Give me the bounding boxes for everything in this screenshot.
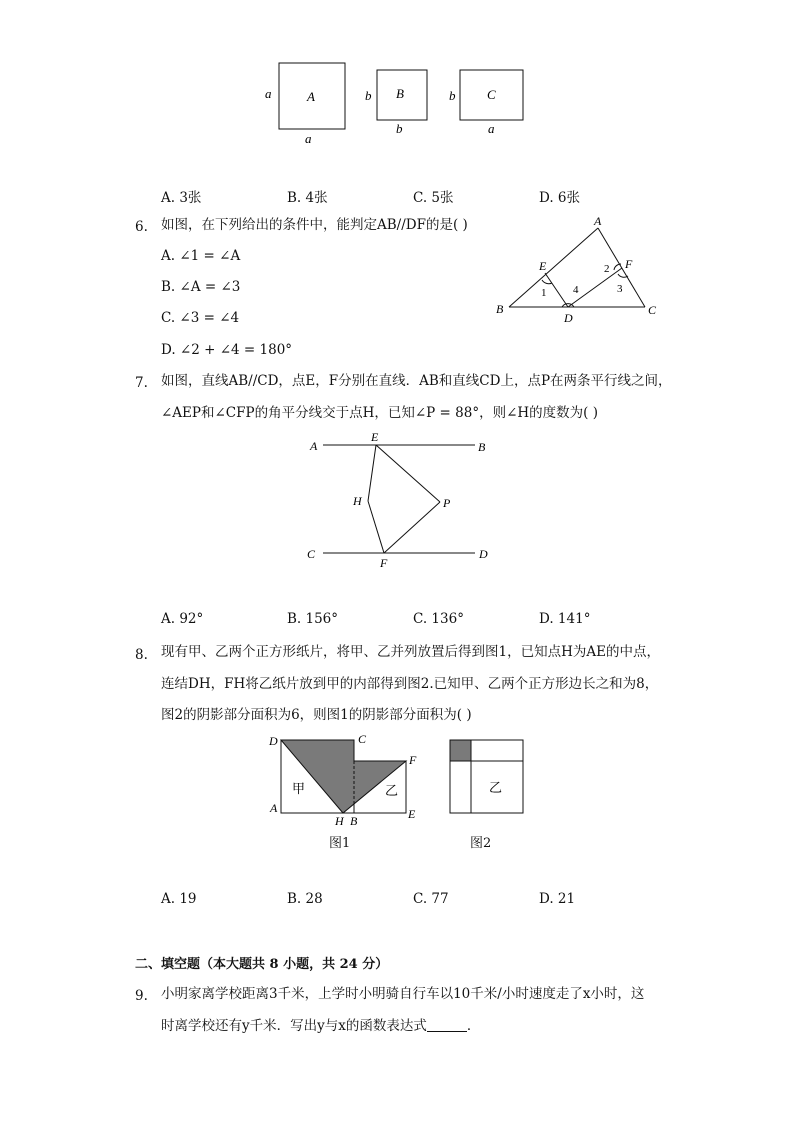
square-B-label: B bbox=[396, 86, 404, 101]
q6-option-a: A. ∠1 = ∠A bbox=[161, 248, 241, 264]
q5-option-b: B. 4张 bbox=[287, 190, 328, 206]
q6-angle-1: 1 bbox=[541, 287, 547, 299]
q8-option-d: D. 21 bbox=[539, 891, 576, 907]
q9-number: 9. bbox=[135, 988, 148, 1004]
q7-label-E: E bbox=[371, 430, 379, 444]
q7-option-d: D. 141° bbox=[539, 611, 591, 627]
q6-angle-3: 3 bbox=[617, 283, 623, 295]
q6-label-D: D bbox=[564, 311, 573, 325]
q8-figure-2 bbox=[446, 736, 528, 818]
q6-label-F: F bbox=[625, 257, 633, 271]
q9-line1: 小明家离学校距离3千米，上学时小明骑自行车以10千米/小时速度走了x小时，这 bbox=[161, 986, 645, 1002]
q9-line2-end: ． bbox=[466, 1018, 481, 1034]
square-C-left-label: b bbox=[449, 88, 456, 103]
q5-option-d: D. 6张 bbox=[539, 190, 581, 206]
q8-fig1-label-E: E bbox=[408, 807, 416, 821]
q7-option-a: A. 92° bbox=[161, 611, 204, 627]
q6-triangle-figure bbox=[490, 212, 670, 327]
q7-label-F: F bbox=[380, 556, 388, 570]
q8-option-a: A. 19 bbox=[161, 891, 197, 907]
q5-option-a: A. 3张 bbox=[161, 190, 202, 206]
square-B-bottom-label: b bbox=[396, 121, 403, 136]
square-B-left-label: b bbox=[365, 88, 372, 103]
q8-figure-1 bbox=[262, 728, 427, 828]
q6-stem: 如图，在下列给出的条件中，能判定AB//DF的是( ) bbox=[161, 217, 468, 233]
q7-label-A: A bbox=[310, 439, 318, 453]
q8-line3: 图2的阴影部分面积为6，则图1的阴影部分面积为( ) bbox=[161, 707, 472, 723]
q9-answer-blank[interactable] bbox=[427, 1017, 467, 1032]
q8-fig2-label-yi: 乙 bbox=[489, 780, 503, 795]
q8-fig1-label-H: H bbox=[335, 814, 344, 828]
q6-angle-4: 4 bbox=[573, 284, 579, 296]
q6-option-d: D. ∠2 + ∠4 = 180° bbox=[161, 342, 293, 358]
q8-fig1-label-B: B bbox=[350, 814, 358, 828]
square-C-label: C bbox=[487, 87, 496, 102]
q5-squares-figure bbox=[255, 55, 545, 150]
square-C-bottom-label: a bbox=[488, 121, 495, 136]
q7-number: 7. bbox=[135, 375, 148, 391]
q8-fig1-label-F: F bbox=[409, 753, 417, 767]
q8-line2: 连结DH，FH将乙纸片放到甲的内部得到图2.已知甲、乙两个正方形边长之和为8， bbox=[161, 676, 659, 692]
q9-line2-wrap bbox=[161, 1017, 480, 1035]
q8-shaded-region-2 bbox=[450, 740, 471, 761]
q7-option-c: C. 136° bbox=[413, 611, 464, 627]
q7-label-H: H bbox=[353, 494, 362, 508]
q9-line2: 时离学校还有y千米．写出y与x的函数表达式 bbox=[161, 1018, 427, 1034]
q8-option-c: C. 77 bbox=[413, 891, 449, 907]
q6-option-b: B. ∠A = ∠3 bbox=[161, 279, 241, 295]
q7-label-B: B bbox=[478, 440, 486, 454]
square-A-left-label: a bbox=[265, 86, 272, 101]
q7-label-P: P bbox=[443, 496, 451, 510]
q6-number: 6. bbox=[135, 219, 148, 235]
q8-number: 8. bbox=[135, 647, 148, 663]
q8-caption-fig2: 图2 bbox=[470, 836, 492, 851]
q6-label-E: E bbox=[539, 259, 547, 273]
q7-option-b: B. 156° bbox=[287, 611, 339, 627]
square-A-label: A bbox=[307, 89, 315, 104]
q8-fig1-label-C: C bbox=[358, 732, 367, 746]
q7-label-D: D bbox=[479, 547, 488, 561]
square-A-bottom-label: a bbox=[305, 131, 312, 146]
q6-label-C: C bbox=[648, 303, 657, 317]
q8-fig1-label-yi: 乙 bbox=[385, 783, 399, 798]
q6-angle-2: 2 bbox=[604, 263, 610, 275]
q7-line2: ∠AEP和∠CFP的角平分线交于点H，已知∠P = 88°，则∠H的度数为( ) bbox=[161, 405, 598, 421]
q8-fig1-label-jia: 甲 bbox=[292, 781, 306, 796]
q7-parallel-lines-figure bbox=[300, 428, 500, 573]
q8-caption-fig1: 图1 bbox=[329, 836, 351, 851]
q8-fig1-label-A: A bbox=[270, 801, 278, 815]
q8-line1: 现有甲、乙两个正方形纸片，将甲、乙并列放置后得到图1，已知点H为AE的中点， bbox=[161, 644, 660, 660]
q7-line1: 如图，直线AB//CD，点E，F分别在直线．AB和直线CD上，点P在两条平行线之间， bbox=[161, 373, 672, 389]
q8-option-b: B. 28 bbox=[287, 891, 323, 907]
q6-label-B: B bbox=[496, 302, 504, 316]
q6-option-c: C. ∠3 = ∠4 bbox=[161, 310, 240, 326]
q6-label-A: A bbox=[594, 214, 602, 228]
section-heading-fill-in: 二、填空题（本大题共 8 小题，共 24 分） bbox=[135, 957, 389, 972]
q8-fig1-label-D: D bbox=[269, 734, 278, 748]
q8-shaded-region-1 bbox=[281, 740, 406, 813]
q5-option-c: C. 5张 bbox=[413, 190, 454, 206]
q7-label-C: C bbox=[307, 547, 316, 561]
